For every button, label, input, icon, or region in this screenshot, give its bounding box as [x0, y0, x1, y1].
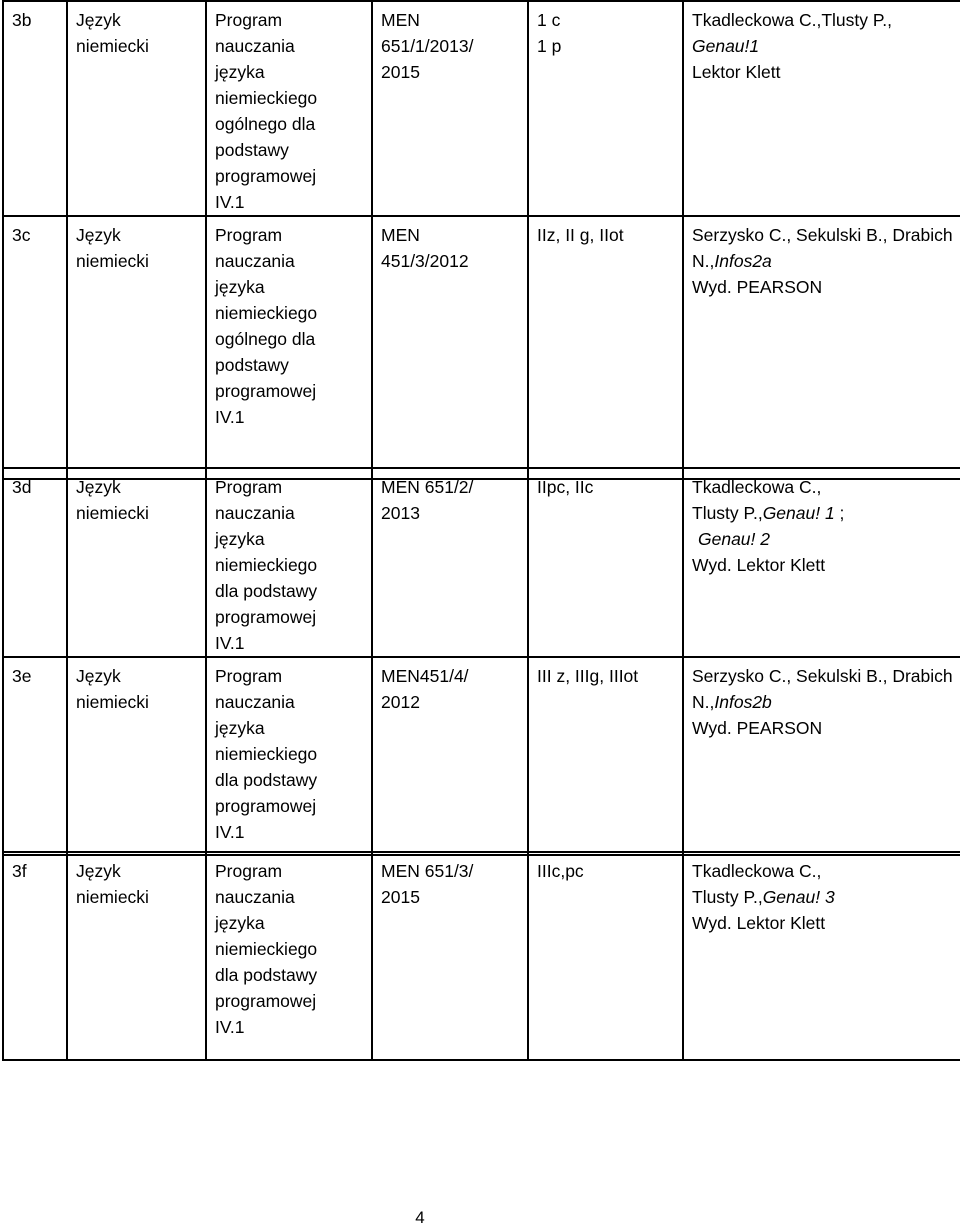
textbook-cell [683, 1, 960, 216]
class-label: 3d [12, 477, 32, 497]
textbook-table-3 [2, 851, 960, 1061]
textbook-authors: Serzysko C., Sekulski B., Drabich [692, 225, 953, 245]
men-line: 451/3/2012 [381, 251, 469, 271]
table-row [3, 468, 960, 657]
program-cell [206, 468, 372, 657]
groups-cell [528, 468, 683, 657]
program-line: języka [215, 62, 265, 82]
groups-line: III z, IIIg, IIIot [537, 666, 639, 686]
subject-line: niemiecki [76, 692, 149, 712]
groups-line: IIz, II g, IIot [537, 225, 624, 245]
groups-line: IIpc, IIc [537, 477, 594, 497]
textbook-cell [683, 468, 960, 657]
men-line: MEN [381, 225, 420, 245]
textbook-authors: Tkadleckowa C.,Tlusty P., [692, 10, 893, 30]
textbook-cell [683, 657, 960, 855]
class-label: 3f [12, 861, 27, 881]
men-line: 2012 [381, 692, 420, 712]
program-line: Program [215, 10, 283, 30]
program-line: niemieckiego [215, 744, 318, 764]
program-cell [206, 657, 372, 855]
program-line: IV.1 [215, 633, 245, 653]
program-line: dla podstawy [215, 581, 318, 601]
subject-line: Język [76, 861, 121, 881]
class-cell [3, 468, 67, 657]
table-row [3, 657, 960, 855]
program-cell [206, 1, 372, 216]
class-cell [3, 216, 67, 479]
page-number: 4 [415, 1208, 425, 1227]
groups-cell [528, 1, 683, 216]
subject-cell [67, 657, 206, 855]
subject-cell [67, 1, 206, 216]
table-row [3, 1, 960, 216]
textbook-table-1 [2, 0, 960, 480]
men-number-cell [372, 216, 528, 479]
textbook-title: Infos2a [714, 251, 772, 271]
men-line: 2013 [381, 503, 420, 523]
textbook-title: Genau! 3 [762, 887, 835, 907]
program-line: IV.1 [215, 192, 245, 212]
groups-cell [528, 657, 683, 855]
class-cell [3, 852, 67, 1060]
program-line: programowej [215, 381, 317, 401]
textbook-publisher: Wyd. PEARSON [692, 277, 823, 297]
textbook-title: Genau! 1 [762, 503, 835, 523]
textbook-authors-cont: N., [692, 251, 715, 271]
subject-line: Język [76, 666, 121, 686]
program-cell [206, 216, 372, 479]
program-line: nauczania [215, 36, 295, 56]
men-number-cell [372, 1, 528, 216]
program-line: ogólnego dla [215, 114, 316, 134]
textbook-authors-cont: N., [692, 692, 715, 712]
men-number-cell [372, 657, 528, 855]
men-line: MEN 651/2/ [381, 477, 474, 497]
program-line: nauczania [215, 503, 295, 523]
men-line: 651/1/2013/ [381, 36, 474, 56]
class-label: 3b [12, 10, 32, 30]
textbook-title-separator: ; [834, 503, 845, 523]
subject-line: niemiecki [76, 251, 149, 271]
program-line: niemieckiego [215, 303, 318, 323]
class-cell [3, 657, 67, 855]
program-line: ogólnego dla [215, 329, 316, 349]
textbook-title-2: Genau! 2 [698, 529, 770, 549]
program-line: programowej [215, 166, 317, 186]
program-cell [206, 852, 372, 1060]
class-label: 3c [12, 225, 31, 245]
groups-cell [528, 216, 683, 479]
subject-line: Język [76, 477, 121, 497]
groups-line: 1 p [537, 36, 562, 56]
men-line: MEN 651/3/ [381, 861, 474, 881]
textbook-publisher: Wyd. Lektor Klett [692, 913, 826, 933]
textbook-cell [683, 852, 960, 1060]
textbook-cell [683, 216, 960, 479]
subject-cell [67, 468, 206, 657]
program-line: Program [215, 225, 283, 245]
program-line: IV.1 [215, 1017, 245, 1037]
program-line: IV.1 [215, 407, 245, 427]
subject-line: niemiecki [76, 503, 149, 523]
program-line: niemieckiego [215, 555, 318, 575]
textbook-publisher: Wyd. Lektor Klett [692, 555, 826, 575]
textbook-table-2 [2, 467, 960, 856]
program-line: Program [215, 861, 283, 881]
textbook-authors: Serzysko C., Sekulski B., Drabich [692, 666, 953, 686]
program-line: IV.1 [215, 822, 245, 842]
table-row [3, 216, 960, 479]
textbook-authors: Tkadleckowa C., [692, 861, 822, 881]
class-label: 3e [12, 666, 32, 686]
subject-line: Język [76, 225, 121, 245]
groups-cell [528, 852, 683, 1060]
textbook-title: Infos2b [714, 692, 772, 712]
program-line: podstawy [215, 140, 289, 160]
subject-line: niemiecki [76, 36, 149, 56]
program-line: dla podstawy [215, 770, 318, 790]
program-line: programowej [215, 796, 317, 816]
program-line: podstawy [215, 355, 289, 375]
program-line: języka [215, 277, 265, 297]
program-line: nauczania [215, 251, 295, 271]
men-line: MEN451/4/ [381, 666, 469, 686]
subject-cell [67, 216, 206, 479]
program-line: języka [215, 718, 265, 738]
men-number-cell [372, 852, 528, 1060]
subject-line: Język [76, 10, 121, 30]
men-line: MEN [381, 10, 420, 30]
textbook-authors-cont: Tlusty P., [692, 887, 763, 907]
program-line: programowej [215, 991, 317, 1011]
program-line: Program [215, 477, 283, 497]
textbook-authors-cont: Tlusty P., [692, 503, 763, 523]
men-line: 2015 [381, 62, 420, 82]
textbook-publisher: Lektor Klett [692, 62, 781, 82]
men-number-cell [372, 468, 528, 657]
program-line: Program [215, 666, 283, 686]
textbook-title: Genau!1 [692, 36, 760, 56]
program-line: niemieckiego [215, 88, 318, 108]
program-line: niemieckiego [215, 939, 318, 959]
men-line: 2015 [381, 887, 420, 907]
program-line: języka [215, 913, 265, 933]
subject-line: niemiecki [76, 887, 149, 907]
table-row [3, 852, 960, 1060]
program-line: nauczania [215, 887, 295, 907]
textbook-publisher: Wyd. PEARSON [692, 718, 823, 738]
program-line: programowej [215, 607, 317, 627]
subject-cell [67, 852, 206, 1060]
program-line: dla podstawy [215, 965, 318, 985]
program-line: nauczania [215, 692, 295, 712]
textbook-authors: Tkadleckowa C., [692, 477, 822, 497]
class-cell [3, 1, 67, 216]
groups-line: IIIc,pc [537, 861, 584, 881]
groups-line: 1 c [537, 10, 561, 30]
program-line: języka [215, 529, 265, 549]
